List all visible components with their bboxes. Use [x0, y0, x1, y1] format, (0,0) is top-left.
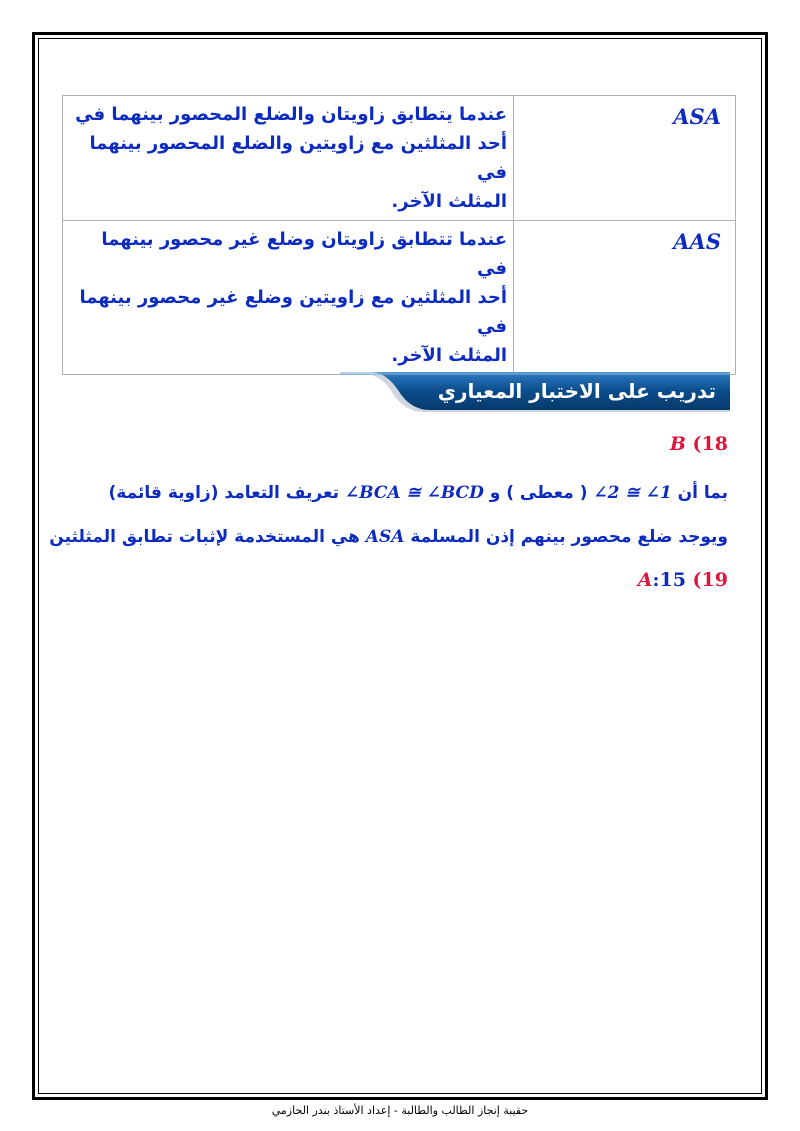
text-segment: هي المستخدمة لإثبات تطابق المثلثين	[49, 527, 360, 547]
math-expression: ASA	[365, 527, 405, 547]
text-segment: ( معطى ) و	[489, 483, 588, 503]
q18-explanation-line-1	[109, 483, 728, 503]
page-footer: حقيبة إنجاز الطالب والطالبة - إعداد الأستاذ بندر الحازمي	[271, 1104, 529, 1117]
description-line: المثلث الآخر.	[391, 345, 507, 366]
answer-expression	[638, 569, 686, 591]
question-18-header	[670, 433, 728, 455]
table-row	[63, 221, 736, 375]
text-segment: بما أن	[677, 483, 728, 503]
postulate-name: AAS	[673, 229, 721, 254]
question-19-header	[638, 569, 728, 591]
postulate-name-cell	[514, 221, 736, 375]
description-line: المثلث الآخر.	[391, 191, 507, 212]
description-line: أحد المثلثين مع زاويتين والضلع المحصور بينهما في	[89, 133, 507, 183]
answer-choice: B	[669, 433, 686, 455]
description-line: أحد المثلثين مع زاويتين وضلع غير محصور بينهما في	[79, 287, 507, 337]
q18-explanation-line-2	[49, 527, 728, 547]
table-row	[63, 96, 736, 221]
math-expression: ∠BCA ≅ ∠BCD	[344, 483, 484, 503]
postulate-name: ASA	[673, 104, 721, 129]
postulate-description	[63, 221, 514, 375]
banner-title: تدريب على الاختبار المعياري	[437, 379, 716, 403]
postulate-description	[63, 96, 514, 221]
description-line: عندما تتطابق زاويتان وضلع غير محصور بينهما في	[101, 229, 507, 279]
description-line: عندما يتطابق زاويتان والضلع المحصور بينهما في	[75, 104, 507, 125]
text-segment: ويوجد ضلع محصور بينهم إذن المسلمة	[410, 527, 728, 547]
section-banner	[340, 372, 730, 416]
question-number: 18)	[692, 433, 728, 455]
text-segment: تعريف التعامد (زاوية قائمة)	[108, 483, 339, 503]
question-number: 19)	[692, 569, 728, 591]
postulate-name-cell	[514, 96, 736, 221]
math-expression: ∠2 ≅ ∠1	[593, 483, 672, 503]
separator: :	[652, 569, 660, 591]
answer-value: 15	[659, 569, 686, 591]
congruence-table	[62, 95, 736, 375]
answer-choice: A	[637, 569, 653, 591]
